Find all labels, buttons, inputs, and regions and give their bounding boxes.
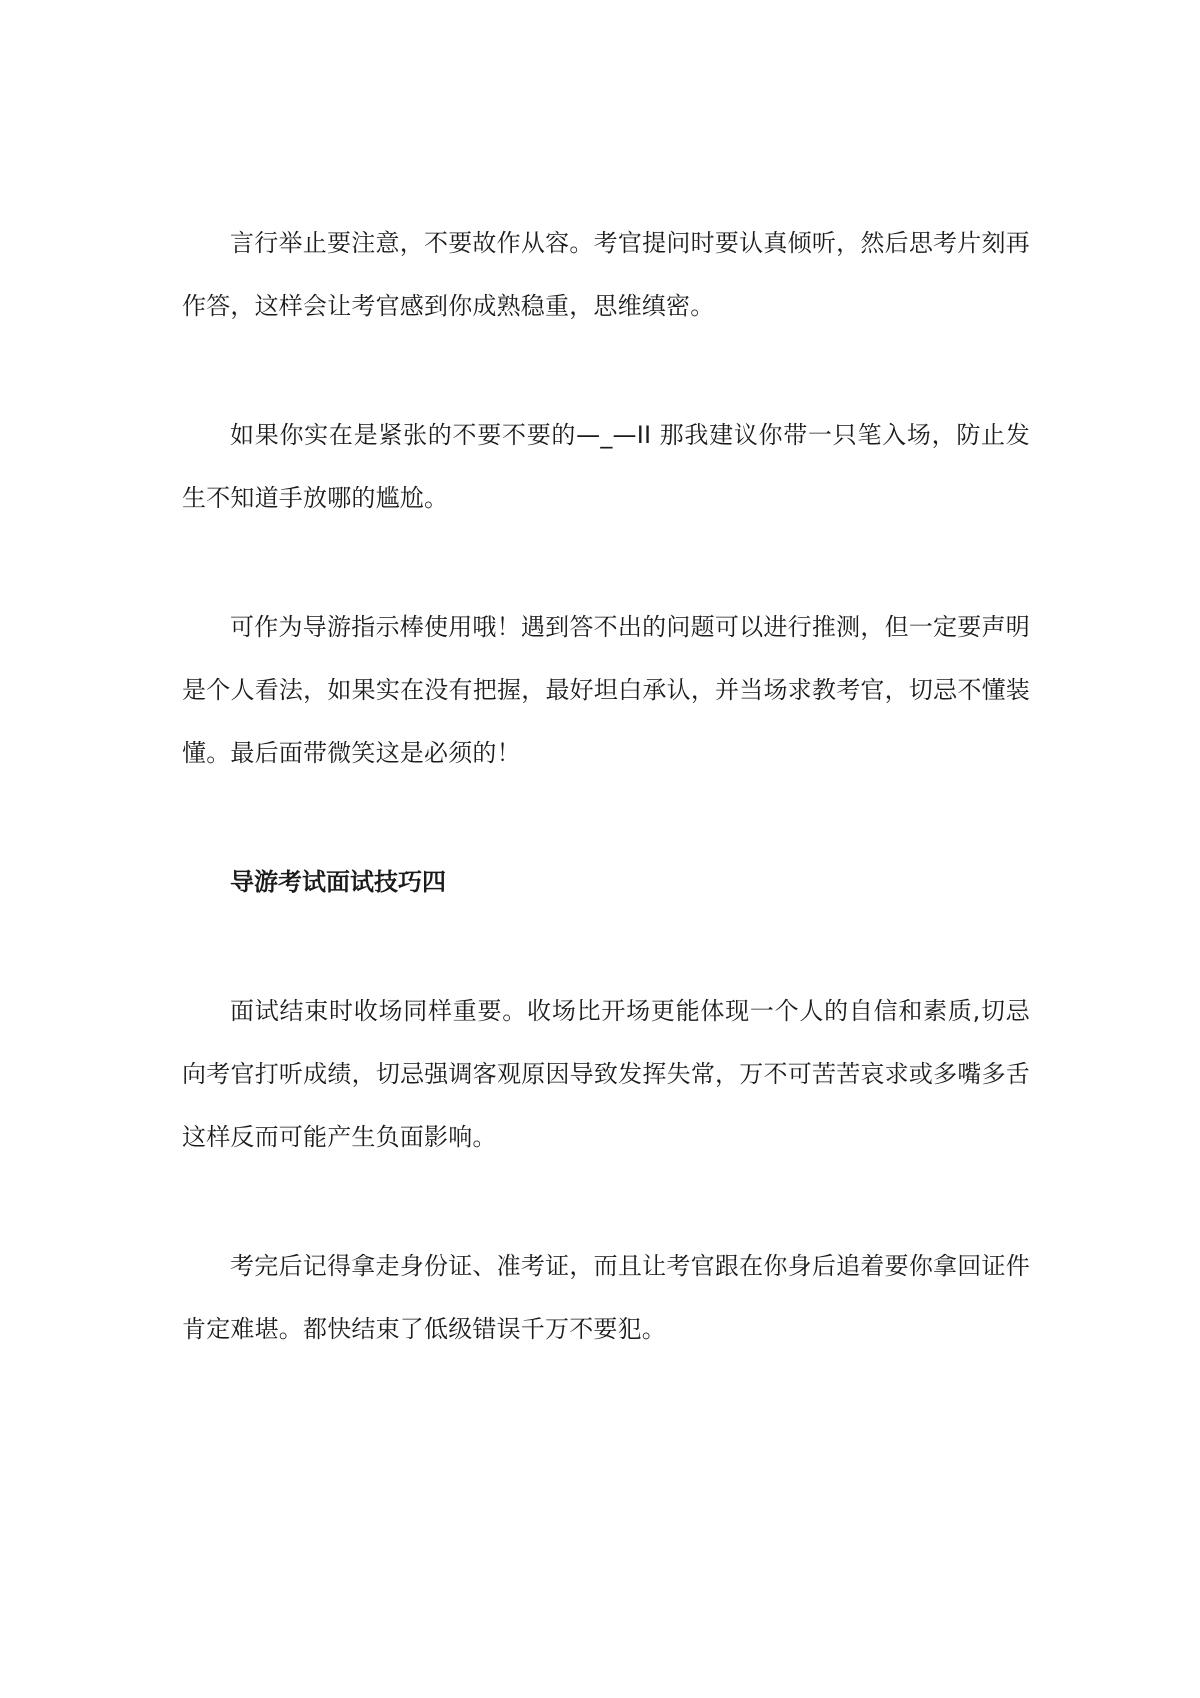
paragraph-pointer: 可作为导游指示棒使用哦！遇到答不出的问题可以进行推测，但一定要声明是个人看法，如果实在没有把握，最好坦白承认，并当场求教考官，切忌不懂装懂。最后面带微笑这是必须的！ — [182, 613, 1030, 767]
paragraph-documents: 考完后记得拿走身份证、准考证，而且让考官跟在你身后追着要你拿回证件肯定难堪。都快结束了低级错误千万不要犯。 — [182, 1252, 1030, 1343]
document-body — [182, 212, 1030, 1427]
paragraph-closing: 面试结束时收场同样重要。收场比开场更能体现一个人的自信和素质,切忌向考官打听成绩，切忌强调客观原因导致发挥失常，万不可苦苦哀求或多嘴多舌这样反而可能产生负面影响。 — [182, 997, 1030, 1151]
paragraph-demeanor: 言行举止要注意，不要故作从容。考官提问时要认真倾听，然后思考片刻再作答，这样会让考官感到你成熟稳重，思维缜密。 — [182, 229, 1030, 320]
section-heading: 导游考试面试技巧四 — [230, 868, 446, 896]
paragraph-nervous: 如果你实在是紧张的不要不要的—_—II 那我建议你带一只笔入场，防止发生不知道手放哪的尴尬。 — [182, 421, 1030, 512]
